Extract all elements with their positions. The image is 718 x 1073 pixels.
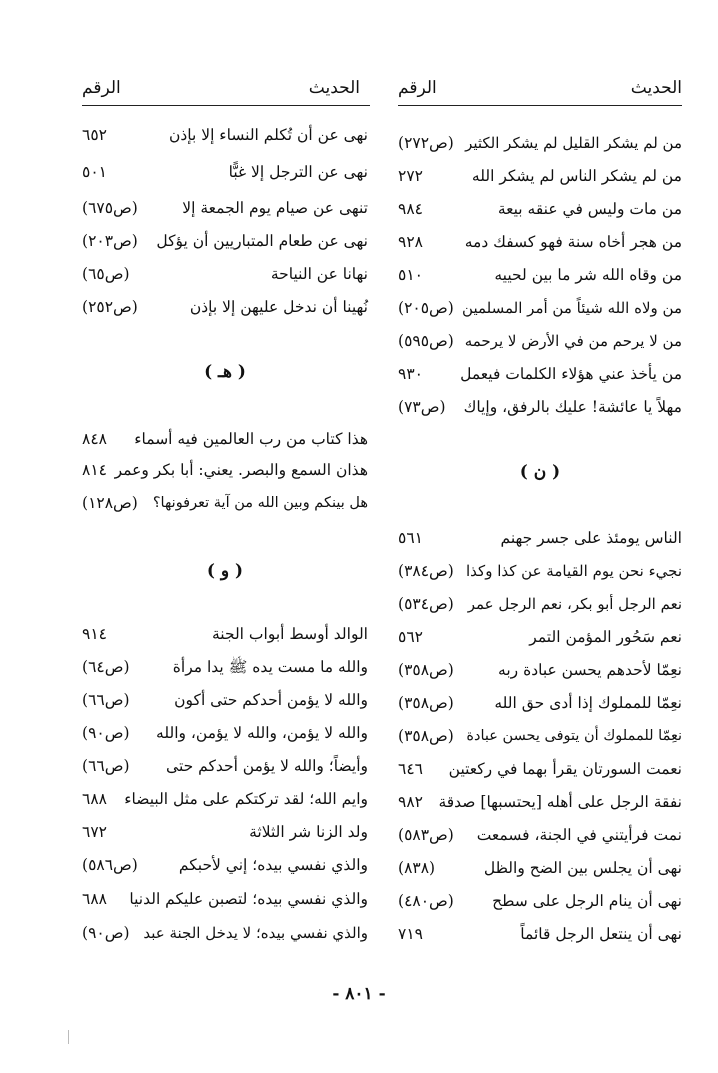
list-item [82, 718, 368, 748]
list-item [398, 589, 682, 619]
hadith-reference: (ص٦٦) [82, 691, 130, 709]
list-item [398, 128, 682, 158]
hadith-text: نهى أن يجلس بين الضح والظل [483, 859, 682, 877]
hadith-reference: (ص٦٥) [82, 265, 130, 283]
hadith-reference: ٥٠١ [82, 163, 107, 181]
hadith-column-label: الحديث [308, 78, 360, 98]
hadith-reference: (ص٢٠٥) [398, 299, 454, 317]
hadith-text: هل بينكم وبين الله من آية تعرفونها؟ [152, 495, 368, 511]
list-item [398, 754, 682, 784]
hadith-text: الناس يومئذ على جسر جهنم [500, 529, 682, 547]
hadith-reference: (ص٥٨٦) [82, 856, 138, 874]
list-item [398, 919, 682, 949]
hadith-reference: (ص٤٨٠) [398, 892, 454, 910]
hadith-reference: (ص٢٠٣) [82, 232, 138, 250]
list-item [398, 359, 682, 389]
list-item [398, 556, 682, 586]
hadith-text: نهى أن ينتعل الرجل قائماً [520, 925, 682, 943]
hadith-reference: ٨١٤ [82, 461, 107, 479]
hadith-text: وأيضاً؛ والله لا يؤمن أحدكم حتى [166, 757, 368, 775]
hadith-text: والذي نفسي بيده؛ إني لأحبكم [178, 856, 368, 874]
hadith-reference: ٩٨٤ [398, 200, 423, 218]
hadith-reference: (ص٣٥٨) [398, 661, 454, 679]
hadith-text: الوالد أوسط أبواب الجنة [211, 625, 368, 643]
hadith-reference: ٦٨٨ [82, 890, 107, 908]
hadith-reference: ٩١٤ [82, 625, 107, 643]
list-item [398, 688, 682, 718]
list-item [398, 326, 682, 356]
right-column-header [398, 74, 682, 104]
header-divider [82, 105, 370, 106]
section-letter-nun: ( ن ) [519, 462, 561, 482]
section-letter-waw: ( و ) [206, 561, 244, 581]
list-item [398, 293, 682, 323]
hadith-reference: ٦٧٢ [82, 823, 107, 841]
list-item [82, 455, 368, 485]
list-item [398, 820, 682, 850]
list-item [398, 853, 682, 883]
scan-edge-mark [68, 1030, 69, 1044]
hadith-text: نعم سَحُور المؤمن التمر [529, 628, 682, 646]
hadith-reference: ٦٨٨ [82, 790, 107, 808]
list-item [82, 226, 368, 256]
hadith-reference: (ص٣٨٤) [398, 562, 454, 580]
hadith-text: نعِمّا للمملوك إذا أدى حق الله [494, 694, 682, 712]
hadith-text: من لا يرحم من في الأرض لا يرحمه [464, 332, 682, 350]
hadith-text: وايم الله؛ لقد تركتكم على مثل البيضاء [124, 790, 368, 808]
hadith-text: نعمت السورتان يقرأ بهما في ركعتين [448, 760, 682, 778]
hadith-text: والذي نفسي بيده؛ لا يدخل الجنة عبد [143, 924, 368, 942]
hadith-text: هذان السمع والبصر. يعني: أبا بكر وعمر [114, 461, 368, 479]
hadith-reference: (ص٧٣) [398, 398, 446, 416]
list-item [398, 886, 682, 916]
hadith-text: نعِمّا لأحدهم يحسن عبادة ربه [498, 661, 682, 679]
list-item [398, 194, 682, 224]
list-item [398, 227, 682, 257]
hadith-reference: (ص٥٨٣) [398, 826, 454, 844]
hadith-reference: ٩٣٠ [398, 365, 423, 383]
hadith-text: من ولاه الله شيئاً من أمر المسلمين [462, 299, 682, 317]
hadith-reference: ٩٨٢ [398, 793, 423, 811]
list-item [82, 918, 368, 948]
hadith-reference: ٨٤٨ [82, 430, 107, 448]
hadith-text: من لم يشكر القليل لم يشكر الكثير [465, 134, 682, 152]
number-column-label: الرقم [398, 78, 437, 98]
hadith-text: من هجر أخاه سنة فهو كسفك دمه [464, 233, 682, 251]
hadith-text: نعم الرجل أبو بكر، نعم الرجل عمر [467, 595, 682, 613]
list-item [398, 523, 682, 553]
hadith-reference: (ص٩٠) [82, 724, 130, 742]
hadith-reference: (ص٢٥٢) [82, 298, 138, 316]
hadith-text: من وقاه الله شر ما بين لحييه [494, 266, 682, 284]
hadith-reference: ٥٦١ [398, 529, 423, 547]
list-item [398, 787, 682, 817]
hadith-text: نهى عن طعام المتباريين أن يؤكل [156, 232, 368, 250]
hadith-text: والله ما مست يده ﷺ يدا مرأة [172, 658, 368, 676]
hadith-text: ولد الزنا شر الثلاثة [249, 823, 368, 841]
number-column-label: الرقم [82, 78, 121, 98]
hadith-reference: (ص٥٩٥) [398, 332, 454, 350]
hadith-reference: ٦٥٢ [82, 126, 107, 144]
hadith-text: نهى عن أن تُكلم النساء إلا بإذن [168, 126, 368, 144]
hadith-reference: (ص٣٥٨) [398, 694, 454, 712]
hadith-text: والذي نفسي بيده؛ لتصبن عليكم الدنيا [129, 890, 368, 908]
list-item [398, 622, 682, 652]
hadith-reference: (ص٦٧٥) [82, 199, 138, 217]
hadith-column-label: الحديث [630, 78, 682, 98]
hadith-reference: (ص٥٣٤) [398, 595, 454, 613]
hadith-text: من يأخذ عني هؤلاء الكلمات فيعمل [460, 365, 682, 383]
hadith-reference: (ص٣٥٨) [398, 727, 454, 745]
hadith-reference: (ص١٢٨) [82, 494, 138, 512]
list-item [398, 655, 682, 685]
hadith-reference: ٥١٠ [398, 266, 423, 284]
hadith-text: هذا كتاب من رب العالمين فيه أسماء [134, 430, 368, 448]
list-item [82, 424, 368, 454]
list-item [398, 392, 682, 422]
hadith-text: من لم يشكر الناس لم يشكر الله [471, 167, 682, 185]
hadith-reference: ٧١٩ [398, 925, 423, 943]
page-number: - ٨٠١ - [332, 984, 386, 1004]
list-item [82, 120, 368, 150]
list-item [82, 157, 368, 187]
hadith-text: نُهينا أن ندخل عليهن إلا بإذن [189, 298, 368, 316]
hadith-reference: (٨٣٨) [398, 859, 436, 877]
list-item [398, 260, 682, 290]
section-letter-ha: ( هـ ) [204, 362, 246, 382]
header-divider [398, 105, 682, 106]
hadith-text: نهى عن الترجل إلا غبًّا [228, 163, 368, 181]
hadith-text: والله لا يؤمن، والله لا يؤمن، والله [156, 724, 368, 742]
hadith-text: مهلاً يا عائشة! عليك بالرفق، وإياك [463, 398, 682, 416]
list-item [82, 817, 368, 847]
hadith-text: تنهى عن صيام يوم الجمعة إلا [182, 199, 368, 217]
list-item [82, 685, 368, 715]
hadith-text: من مات وليس في عنقه بيعة [497, 200, 682, 218]
hadith-text: نمت فرأيتني في الجنة، فسمعت [476, 826, 682, 844]
hadith-reference: ٥٦٢ [398, 628, 423, 646]
hadith-reference: (ص٦٦) [82, 757, 130, 775]
hadith-text: نفقة الرجل على أهله [يحتسبها] صدقة [438, 793, 682, 811]
list-item [398, 161, 682, 191]
hadith-reference: ٩٢٨ [398, 233, 423, 251]
list-item [82, 193, 368, 223]
list-item [82, 259, 368, 289]
list-item [82, 292, 368, 322]
hadith-text: نجيء نحن يوم القيامة عن كذا وكذا [466, 562, 682, 580]
hadith-reference: (ص٩٠) [82, 924, 130, 942]
hadith-reference: (ص٢٧٢) [398, 134, 454, 152]
hadith-text: والله لا يؤمن أحدكم حتى أكون [174, 691, 368, 709]
list-item [82, 784, 368, 814]
hadith-reference: ٦٤٦ [398, 760, 423, 778]
list-item [82, 619, 368, 649]
list-item [82, 488, 368, 518]
hadith-reference: (ص٦٤) [82, 658, 130, 676]
list-item [82, 850, 368, 880]
list-item [82, 652, 368, 682]
hadith-text: نهانا عن النياحة [270, 265, 368, 283]
list-item [82, 751, 368, 781]
left-column-header [82, 74, 368, 104]
hadith-text: نهى أن ينام الرجل على سطح [492, 892, 682, 910]
hadith-reference: ٢٧٢ [398, 167, 423, 185]
list-item [82, 884, 368, 914]
hadith-text: نعِمّا للمملوك أن يتوفى يحسن عبادة [466, 728, 682, 744]
list-item [398, 721, 682, 751]
